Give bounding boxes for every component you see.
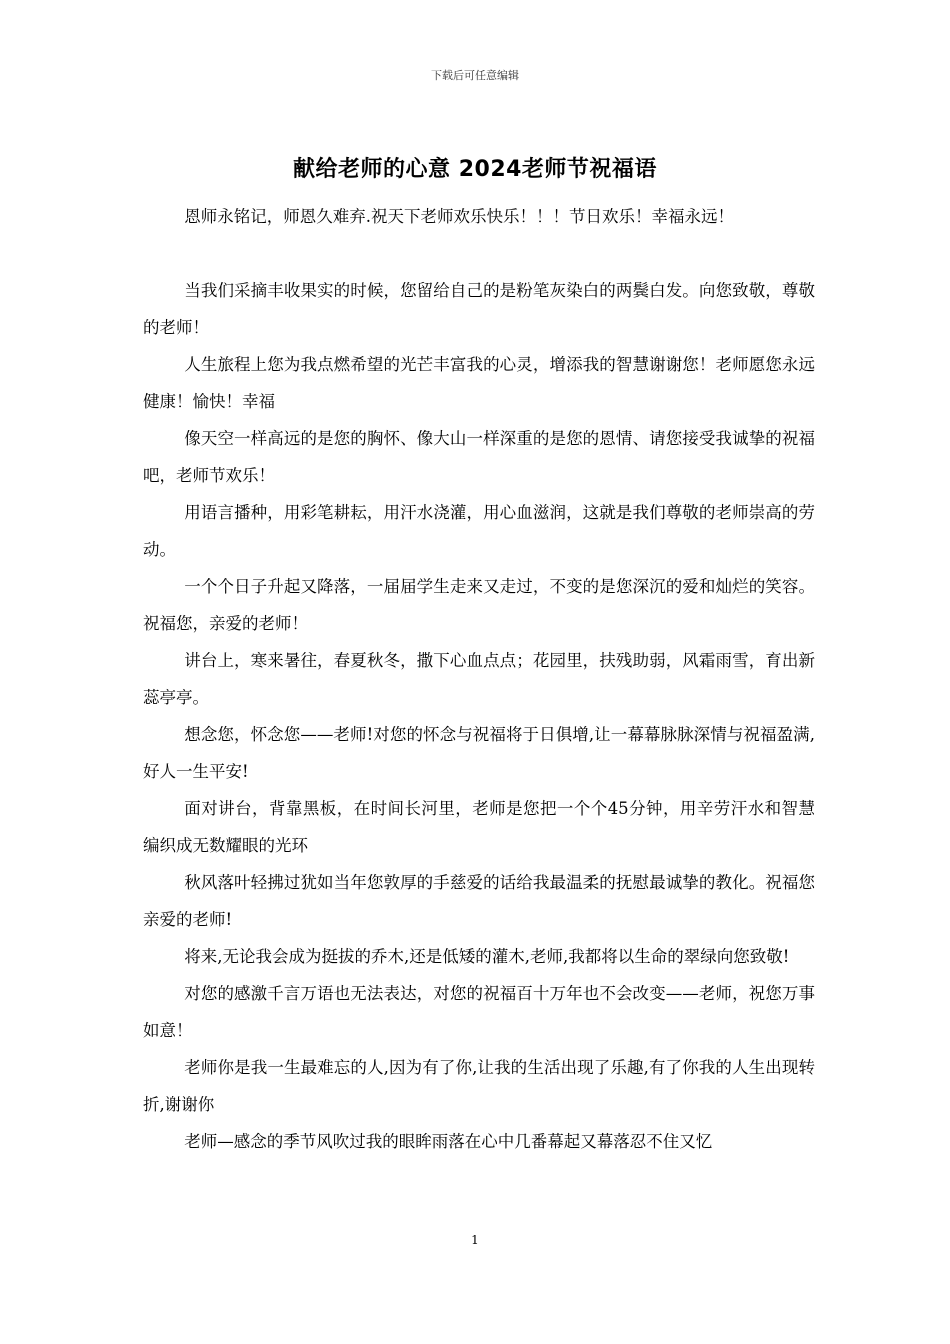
- paragraph: 想念您，怀念您——老师!对您的怀念与祝福将于日俱增,让一幕幕脉脉深情与祝福盈满,好人一生平安!: [143, 725, 815, 781]
- document-title: 献给老师的心意 2024老师节祝福语: [293, 157, 657, 182]
- paragraph: 讲台上，寒来暑往，春夏秋冬，撒下心血点点；花园里，扶残助弱，风霜雨雪，育出新蕊亭亭。: [143, 651, 815, 707]
- page-number: 1: [471, 1233, 479, 1247]
- page-header-note: 下载后可任意编辑: [431, 69, 519, 82]
- paragraph: 像天空一样高远的是您的胸怀、像大山一样深重的是您的恩情、请您接受我诚挚的祝福吧，老师节欢乐！: [143, 429, 815, 485]
- paragraph: 人生旅程上您为我点燃希望的光芒丰富我的心灵，增添我的智慧谢谢您！老师愿您永远健康！愉快！幸福: [143, 355, 815, 411]
- paragraph-spacer: [143, 235, 815, 272]
- paragraph: 用语言播种，用彩笔耕耘，用汗水浇灌，用心血滋润，这就是我们尊敬的老师崇高的劳动。: [143, 503, 815, 559]
- paragraph: 当我们采摘丰收果实的时候，您留给自己的是粉笔灰染白的两鬓白发。向您致敬，尊敬的老师！: [143, 281, 815, 337]
- paragraph: 一个个日子升起又降落，一届届学生走来又走过，不变的是您深沉的爱和灿烂的笑容。祝福您，亲爱的老师！: [143, 577, 815, 633]
- paragraph: 老师你是我一生最难忘的人,因为有了你,让我的生活出现了乐趣,有了你我的人生出现转折,谢谢你: [143, 1058, 815, 1114]
- paragraph: 秋风落叶轻拂过犹如当年您敦厚的手慈爱的话给我最温柔的抚慰最诚挚的教化。祝福您亲爱的老师!: [143, 873, 815, 929]
- intro-paragraph: 恩师永铭记，师恩久难弃.祝天下老师欢乐快乐！！！节日欢乐！幸福永远！: [184, 207, 734, 226]
- paragraph: 将来,无论我会成为挺拔的乔木,还是低矮的灌木,老师,我都将以生命的翠绿向您致敬!: [184, 947, 790, 966]
- document-body: [143, 198, 815, 1160]
- paragraph: 面对讲台，背靠黑板，在时间长河里，老师是您把一个个45分钟，用辛劳汗水和智慧编织成无数耀眼的光环: [143, 799, 815, 855]
- paragraph: 对您的感激千言万语也无法表达，对您的祝福百十万年也不会改变——老师，祝您万事如意！: [143, 984, 815, 1040]
- paragraph: 老师—感念的季节风吹过我的眼眸雨落在心中几番幕起又幕落忍不住又忆: [184, 1132, 713, 1151]
